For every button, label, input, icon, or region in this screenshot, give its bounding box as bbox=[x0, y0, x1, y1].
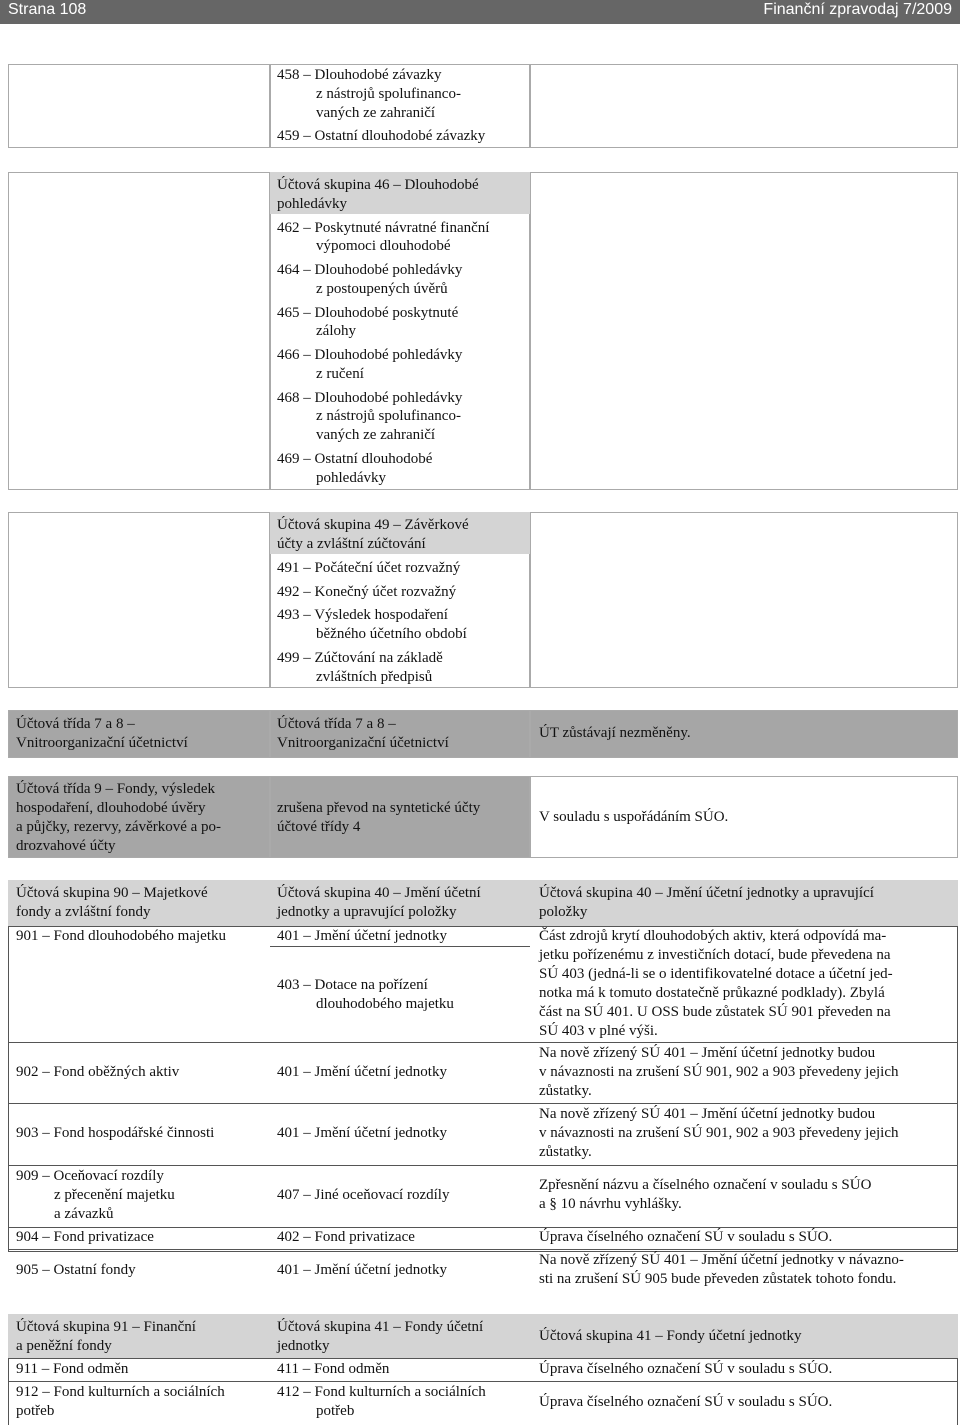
text-line: 459 – Ostatní dlouhodobé závazky bbox=[277, 128, 486, 144]
text-line: Na nově zřízený SÚ 401 – Jmění účetní jednotky v návazno- bbox=[539, 1252, 904, 1268]
text-line: 401 – Jmění účetní jednotky bbox=[277, 1262, 447, 1278]
group-46-heading: pohledávky bbox=[277, 196, 347, 212]
cell-empty bbox=[530, 512, 958, 688]
text-line: Úprava číselného označení SÚ v souladu s SÚO. bbox=[539, 1361, 833, 1377]
text-line: sti na zrušení SÚ 905 bude převeden zůstatek tohoto fondu. bbox=[539, 1271, 897, 1287]
group-40-heading: Účtová skupina 40 – Jmění účetní bbox=[277, 885, 481, 901]
group-40-note: položky bbox=[539, 904, 588, 920]
group-49-heading: účty a zvláštní zúčtování bbox=[277, 536, 426, 552]
text-line: hospodaření, dlouhodobé úvěry bbox=[16, 800, 206, 816]
text-line: 912 – Fond kulturních a sociálních bbox=[16, 1384, 225, 1400]
row-divider bbox=[8, 1249, 958, 1250]
text-line: 911 – Fond odměn bbox=[16, 1361, 129, 1377]
text-line: jetku pořízenému z investičních dotací, bude převedena na bbox=[539, 947, 891, 963]
text-line: vaných ze zahraničí bbox=[316, 427, 436, 443]
text-line: Úprava číselného označení SÚ v souladu s SÚO. bbox=[539, 1394, 833, 1410]
text-line: SÚ 403 (jedná-li se o identifikovatelné dotace a účetní jed- bbox=[539, 966, 893, 982]
cell-empty bbox=[530, 172, 958, 490]
group-91-heading: a peněžní fondy bbox=[16, 1338, 112, 1354]
text-line: zvláštních předpisů bbox=[316, 669, 433, 685]
text-line: potřeb bbox=[316, 1403, 355, 1419]
text-line: 492 – Konečný účet rozvažný bbox=[277, 584, 457, 600]
text-line: z nástrojů spolufinanco- bbox=[316, 408, 461, 424]
text-line: V souladu s uspořádáním SÚO. bbox=[539, 809, 729, 825]
text-line: 909 – Oceňovací rozdíly bbox=[16, 1168, 164, 1184]
text-line: a závazků bbox=[54, 1206, 114, 1222]
text-line: zůstatky. bbox=[539, 1144, 592, 1160]
text-line: Vnitroorganizační účetnictví bbox=[16, 735, 188, 751]
text-line: pohledávky bbox=[316, 470, 386, 486]
text-line: Na nově zřízený SÚ 401 – Jmění účetní jednotky budou bbox=[539, 1045, 876, 1061]
text-line: 491 – Počáteční účet rozvažný bbox=[277, 560, 461, 576]
text-line: Část zdrojů krytí dlouhodobých aktiv, která odpovídá ma- bbox=[539, 928, 887, 944]
text-line: 412 – Fond kulturních a sociálních bbox=[277, 1384, 486, 1400]
group-91-heading: Účtová skupina 91 – Finanční bbox=[16, 1319, 196, 1335]
text-line: potřeb bbox=[16, 1403, 55, 1419]
page-header bbox=[0, 0, 960, 24]
text-line: Zpřesnění názvu a číselného označení v souladu s SÚO bbox=[539, 1177, 872, 1193]
text-line: notka má k tomuto dostatečně průkazné podklady). Zbylá bbox=[539, 985, 885, 1001]
text-line: drozvahové účty bbox=[16, 838, 116, 854]
row-divider bbox=[8, 1381, 958, 1382]
text-line: 402 – Fond privatizace bbox=[277, 1229, 415, 1245]
text-line: zrušena převod na syntetické účty bbox=[277, 800, 481, 816]
text-line: 902 – Fond oběžných aktiv bbox=[16, 1064, 180, 1080]
group-40-note: Účtová skupina 40 – Jmění účetní jednotky a upravující bbox=[539, 885, 874, 901]
group-41-heading: Účtová skupina 41 – Fondy účetní bbox=[277, 1319, 484, 1335]
text-line: 499 – Zúčtování na základě bbox=[277, 650, 443, 666]
text-line: 411 – Fond odměn bbox=[277, 1361, 390, 1377]
text-line: ÚT zůstávají nezměněny. bbox=[539, 725, 691, 741]
text-line: z nástrojů spolufinanco- bbox=[316, 86, 461, 102]
text-line: výpomoci dlouhodobé bbox=[316, 238, 451, 254]
text-line: zálohy bbox=[316, 323, 356, 339]
text-line: Účtová třída 7 a 8 – bbox=[277, 716, 396, 732]
text-line: Úprava číselného označení SÚ v souladu s SÚO. bbox=[539, 1229, 833, 1245]
cell-empty bbox=[530, 64, 958, 148]
cell-empty bbox=[8, 512, 270, 688]
text-line: běžného účetního období bbox=[316, 626, 467, 642]
text-line: 493 – Výsledek hospodaření bbox=[277, 607, 448, 623]
journal-title: Finanční zpravodaj 7/2009 bbox=[763, 1, 952, 18]
row-divider bbox=[270, 946, 530, 947]
text-line: 468 – Dlouhodobé pohledávky bbox=[277, 390, 463, 406]
cell-empty bbox=[8, 64, 270, 148]
group-90-heading: fondy a zvláštní fondy bbox=[16, 904, 151, 920]
group-46-heading: Účtová skupina 46 – Dlouhodobé bbox=[277, 177, 479, 193]
text-line: 901 – Fond dlouhodobého majetku bbox=[16, 928, 226, 944]
row-divider bbox=[8, 1358, 958, 1359]
text-line: 905 – Ostatní fondy bbox=[16, 1262, 136, 1278]
group-40-heading: jednotky a upravující položky bbox=[277, 904, 457, 920]
text-line: 904 – Fond privatizace bbox=[16, 1229, 154, 1245]
group-41-note: Účtová skupina 41 – Fondy účetní jednotky bbox=[539, 1328, 802, 1344]
text-line: Vnitroorganizační účetnictví bbox=[277, 735, 449, 751]
group-49-heading: Účtová skupina 49 – Závěrkové bbox=[277, 517, 469, 533]
cell-empty bbox=[8, 172, 270, 490]
text-line: v návaznosti na zrušení SÚ 901, 902 a 903 převedeny jejich bbox=[539, 1125, 899, 1141]
text-line: Účtová třída 7 a 8 – bbox=[16, 716, 135, 732]
text-line: a § 10 návrhu vyhlášky. bbox=[539, 1196, 682, 1212]
text-line: Účtová třída 9 – Fondy, výsledek bbox=[16, 781, 215, 797]
text-line: 403 – Dotace na pořízení bbox=[277, 977, 428, 993]
group-90-heading: Účtová skupina 90 – Majetkové bbox=[16, 885, 208, 901]
text-line: vaných ze zahraničí bbox=[316, 105, 436, 121]
text-line: v návaznosti na zrušení SÚ 901, 902 a 903 převedeny jejich bbox=[539, 1064, 899, 1080]
text-line: 465 – Dlouhodobé poskytnuté bbox=[277, 305, 459, 321]
text-line: z přecenění majetku bbox=[54, 1187, 175, 1203]
text-line: 462 – Poskytnuté návratné finanční bbox=[277, 220, 490, 236]
text-line: z postoupených úvěrů bbox=[316, 281, 448, 297]
text-line: a půjčky, rezervy, závěrkové a po- bbox=[16, 819, 222, 835]
text-line: 469 – Ostatní dlouhodobé bbox=[277, 451, 433, 467]
text-line: 458 – Dlouhodobé závazky bbox=[277, 67, 442, 83]
text-line: zůstatky. bbox=[539, 1083, 592, 1099]
text-line: účtové třídy 4 bbox=[277, 819, 361, 835]
row-divider bbox=[8, 1042, 958, 1043]
row-divider bbox=[8, 1165, 958, 1166]
text-line: část na SÚ 401. U OSS bude zůstatek SÚ 901 převeden na bbox=[539, 1004, 891, 1020]
text-line: z ručení bbox=[316, 366, 364, 382]
group-41-heading: jednotky bbox=[277, 1338, 330, 1354]
text-line: Na nově zřízený SÚ 401 – Jmění účetní jednotky budou bbox=[539, 1106, 876, 1122]
text-line: 407 – Jiné oceňovací rozdíly bbox=[277, 1187, 450, 1203]
text-line: dlouhodobého majetku bbox=[316, 996, 454, 1012]
text-line: 401 – Jmění účetní jednotky bbox=[277, 928, 447, 944]
row-divider bbox=[8, 1103, 958, 1104]
text-line: 464 – Dlouhodobé pohledávky bbox=[277, 262, 463, 278]
page-number: Strana 108 bbox=[8, 1, 87, 18]
text-line: 401 – Jmění účetní jednotky bbox=[277, 1125, 447, 1141]
text-line: 903 – Fond hospodářské činnosti bbox=[16, 1125, 215, 1141]
text-line: 466 – Dlouhodobé pohledávky bbox=[277, 347, 463, 363]
text-line: 401 – Jmění účetní jednotky bbox=[277, 1064, 447, 1080]
text-line: SÚ 403 v plné výši. bbox=[539, 1023, 658, 1039]
